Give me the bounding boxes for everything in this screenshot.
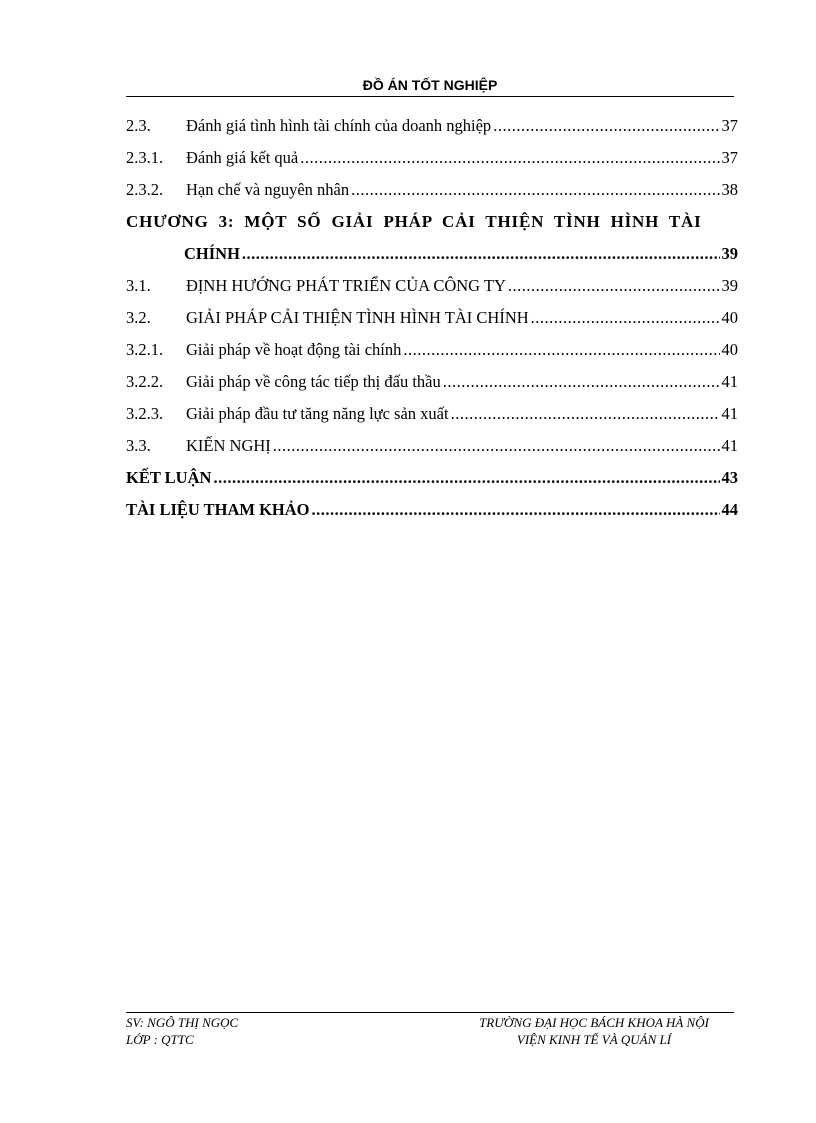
toc-title: Giải pháp đầu tư tăng năng lực sản xuất xyxy=(186,404,449,423)
footer-divider xyxy=(126,1012,734,1013)
toc-entry-2-3-2[interactable] xyxy=(126,174,738,206)
toc-title: TÀI LIỆU THAM KHẢO xyxy=(126,500,310,519)
toc-number: 3.1. xyxy=(126,276,151,295)
toc-title: Giải pháp về hoạt động tài chính xyxy=(186,340,402,359)
toc-page: 39 xyxy=(721,276,738,295)
toc-title: Giải pháp về công tác tiếp thị đấu thầu xyxy=(186,372,441,391)
toc-title: Hạn chế và nguyên nhân xyxy=(186,180,350,199)
toc-number: 3.2. xyxy=(126,308,151,327)
toc-page: 40 xyxy=(721,308,738,327)
footer-left xyxy=(126,1014,238,1048)
toc-entry-3-2-1[interactable] xyxy=(126,334,738,366)
toc-title: KẾT LUẬN xyxy=(126,468,212,487)
toc-page: 43 xyxy=(721,468,738,487)
toc-title: GIẢI PHÁP CẢI THIỆN TÌNH HÌNH TÀI CHÍNH xyxy=(186,308,529,327)
toc-number: 3.2.1. xyxy=(126,340,164,359)
toc-number: 2.3.1. xyxy=(126,148,164,167)
footer-class: LỚP : QTTC xyxy=(126,1032,194,1047)
toc-number: 3.3. xyxy=(126,436,151,455)
toc-conclusion[interactable] xyxy=(126,462,738,494)
toc-page: 39 xyxy=(721,244,738,263)
table-of-contents xyxy=(126,110,738,526)
toc-number: 2.3.2. xyxy=(126,180,164,199)
toc-entry-3-3[interactable] xyxy=(126,430,738,462)
toc-leader xyxy=(273,430,720,462)
toc-number: 3.2.3. xyxy=(126,404,164,423)
toc-page: 41 xyxy=(721,404,738,423)
toc-number: 2.3. xyxy=(126,116,151,135)
toc-leader xyxy=(242,238,720,270)
toc-leader xyxy=(403,334,719,366)
toc-entry-3-2-3[interactable] xyxy=(126,398,738,430)
footer-university: TRƯỜNG ĐẠI HỌC BÁCH KHOA HÀ NỘI xyxy=(479,1015,709,1030)
toc-entry-3-2-2[interactable] xyxy=(126,366,738,398)
toc-entry-2-3[interactable] xyxy=(126,110,738,142)
toc-leader xyxy=(312,494,720,526)
toc-title: CHÍNH xyxy=(184,244,240,263)
toc-entry-3-1[interactable] xyxy=(126,270,738,302)
toc-number: 3.2.2. xyxy=(126,372,164,391)
toc-leader xyxy=(213,462,719,494)
toc-leader xyxy=(451,398,720,430)
toc-title: KIẾN NGHỊ xyxy=(186,436,271,455)
toc-entry-2-3-1[interactable] xyxy=(126,142,738,174)
toc-title: Đánh giá kết quả xyxy=(186,148,299,167)
toc-chapter-3-line2[interactable] xyxy=(126,238,738,270)
toc-page: 37 xyxy=(721,148,738,167)
toc-leader xyxy=(508,270,720,302)
toc-page: 41 xyxy=(721,372,738,391)
toc-page: 41 xyxy=(721,436,738,455)
toc-references[interactable] xyxy=(126,494,738,526)
toc-entry-3-2[interactable] xyxy=(126,302,738,334)
footer-institute: VIỆN KINH TẾ VÀ QUẢN LÍ xyxy=(516,1032,672,1047)
toc-leader xyxy=(531,302,720,334)
toc-title: ĐỊNH HƯỚNG PHÁT TRIỂN CỦA CÔNG TY xyxy=(186,276,506,295)
footer-student: SV: NGÔ THỊ NGỌC xyxy=(126,1015,239,1030)
toc-title: Đánh giá tình hình tài chính của doanh nghiệp xyxy=(186,116,492,135)
toc-leader xyxy=(443,366,720,398)
toc-page: 40 xyxy=(721,340,738,359)
toc-page: 44 xyxy=(721,500,738,519)
toc-leader xyxy=(351,174,719,206)
page-header: ĐỒ ÁN TỐT NGHIỆP xyxy=(362,77,498,93)
header-divider xyxy=(126,96,734,97)
toc-page: 38 xyxy=(721,180,738,199)
toc-leader xyxy=(493,110,719,142)
footer-right xyxy=(454,1014,734,1048)
toc-chapter-3-line1[interactable]: CHƯƠNG 3: MỘT SỐ GIẢI PHÁP CẢI THIỆN TÌNH HÌNH TÀI xyxy=(126,212,702,231)
toc-page: 37 xyxy=(721,116,738,135)
toc-leader xyxy=(300,142,719,174)
